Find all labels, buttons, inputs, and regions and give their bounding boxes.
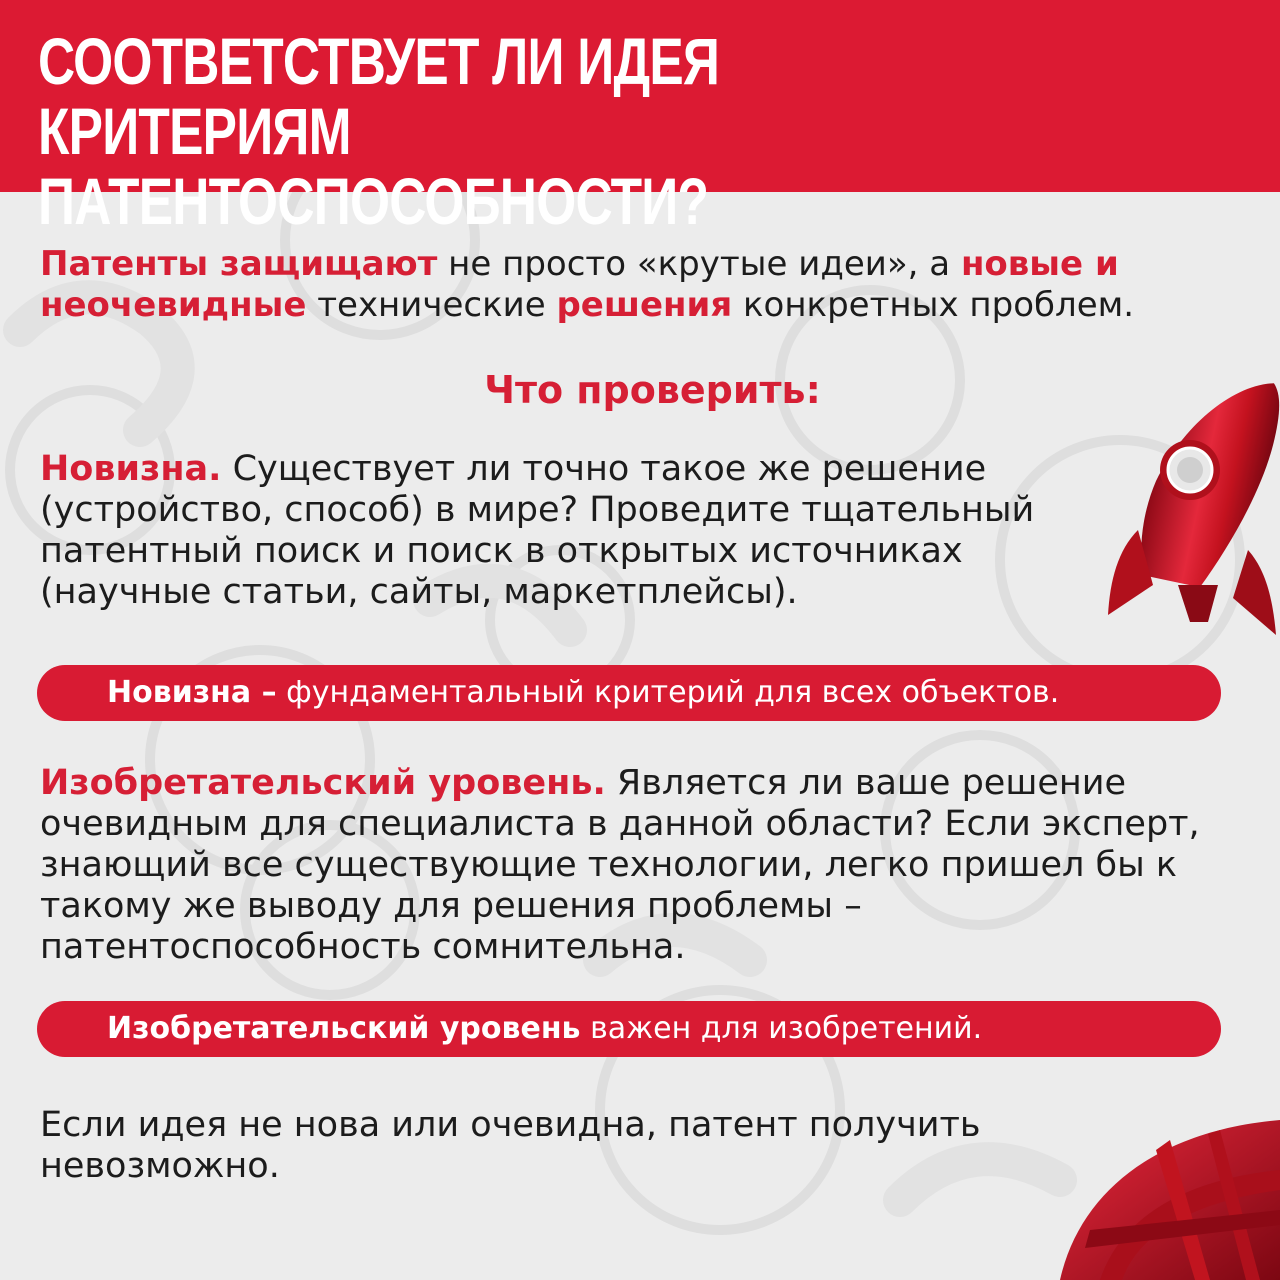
novelty-text: Существует ли точно такое же решение (устройство, способ) в мире? Проведите тщательный патентный поиск и поиск в открытых источниках (научные статьи, сайты, маркетплейсы). (40, 449, 1035, 612)
intro-text-1: не просто «крутые идеи», а (437, 244, 961, 284)
intro-highlight-2: новые и неочевидные (40, 244, 1119, 325)
novelty-callout-text: фундаментальный критерий для всех объектов. (276, 675, 1060, 710)
intro-paragraph (40, 244, 1270, 326)
conclusion-paragraph: Если идея не нова или очевидна, патент получить невозможно. (40, 1105, 981, 1186)
page-title (38, 26, 974, 236)
novelty-callout (37, 665, 1221, 721)
title-line-2: ПАТЕНТОСПОСОБНОСТИ? (38, 164, 709, 238)
inventive-term: Изобретательский уровень. (40, 763, 606, 803)
intro-highlight-3: решения (556, 285, 733, 325)
inventive-text: Является ли ваше решение очевидным для специалиста в данной области? Если эксперт, знающий все существующие технологии, легко пришел бы к такому же выводу для решения проблемы – патентоспособность сомнительна. (40, 763, 1200, 967)
rocket-icon (1098, 360, 1280, 642)
intro-highlight-1: Патенты защищают (40, 244, 438, 284)
title-line-1: СООТВЕТСТВУЕТ ЛИ ИДЕЯ КРИТЕРИЯМ (38, 24, 720, 168)
gear-wheel-icon (1060, 1110, 1280, 1280)
inventive-callout (37, 1001, 1221, 1057)
header-banner (0, 0, 1280, 238)
novelty-callout-bold: Новизна – (107, 675, 277, 710)
inventive-callout-bold: Изобретательский уровень (107, 1011, 581, 1046)
intro-text-3: конкретных проблем. (732, 285, 1135, 325)
inventive-paragraph (40, 763, 1230, 968)
novelty-term: Новизна. (40, 449, 222, 489)
novelty-paragraph (40, 449, 1130, 613)
inventive-callout-text: важен для изобретений. (580, 1011, 983, 1046)
check-heading: Что проверить: (484, 368, 821, 412)
intro-text-2: технические (306, 285, 557, 325)
